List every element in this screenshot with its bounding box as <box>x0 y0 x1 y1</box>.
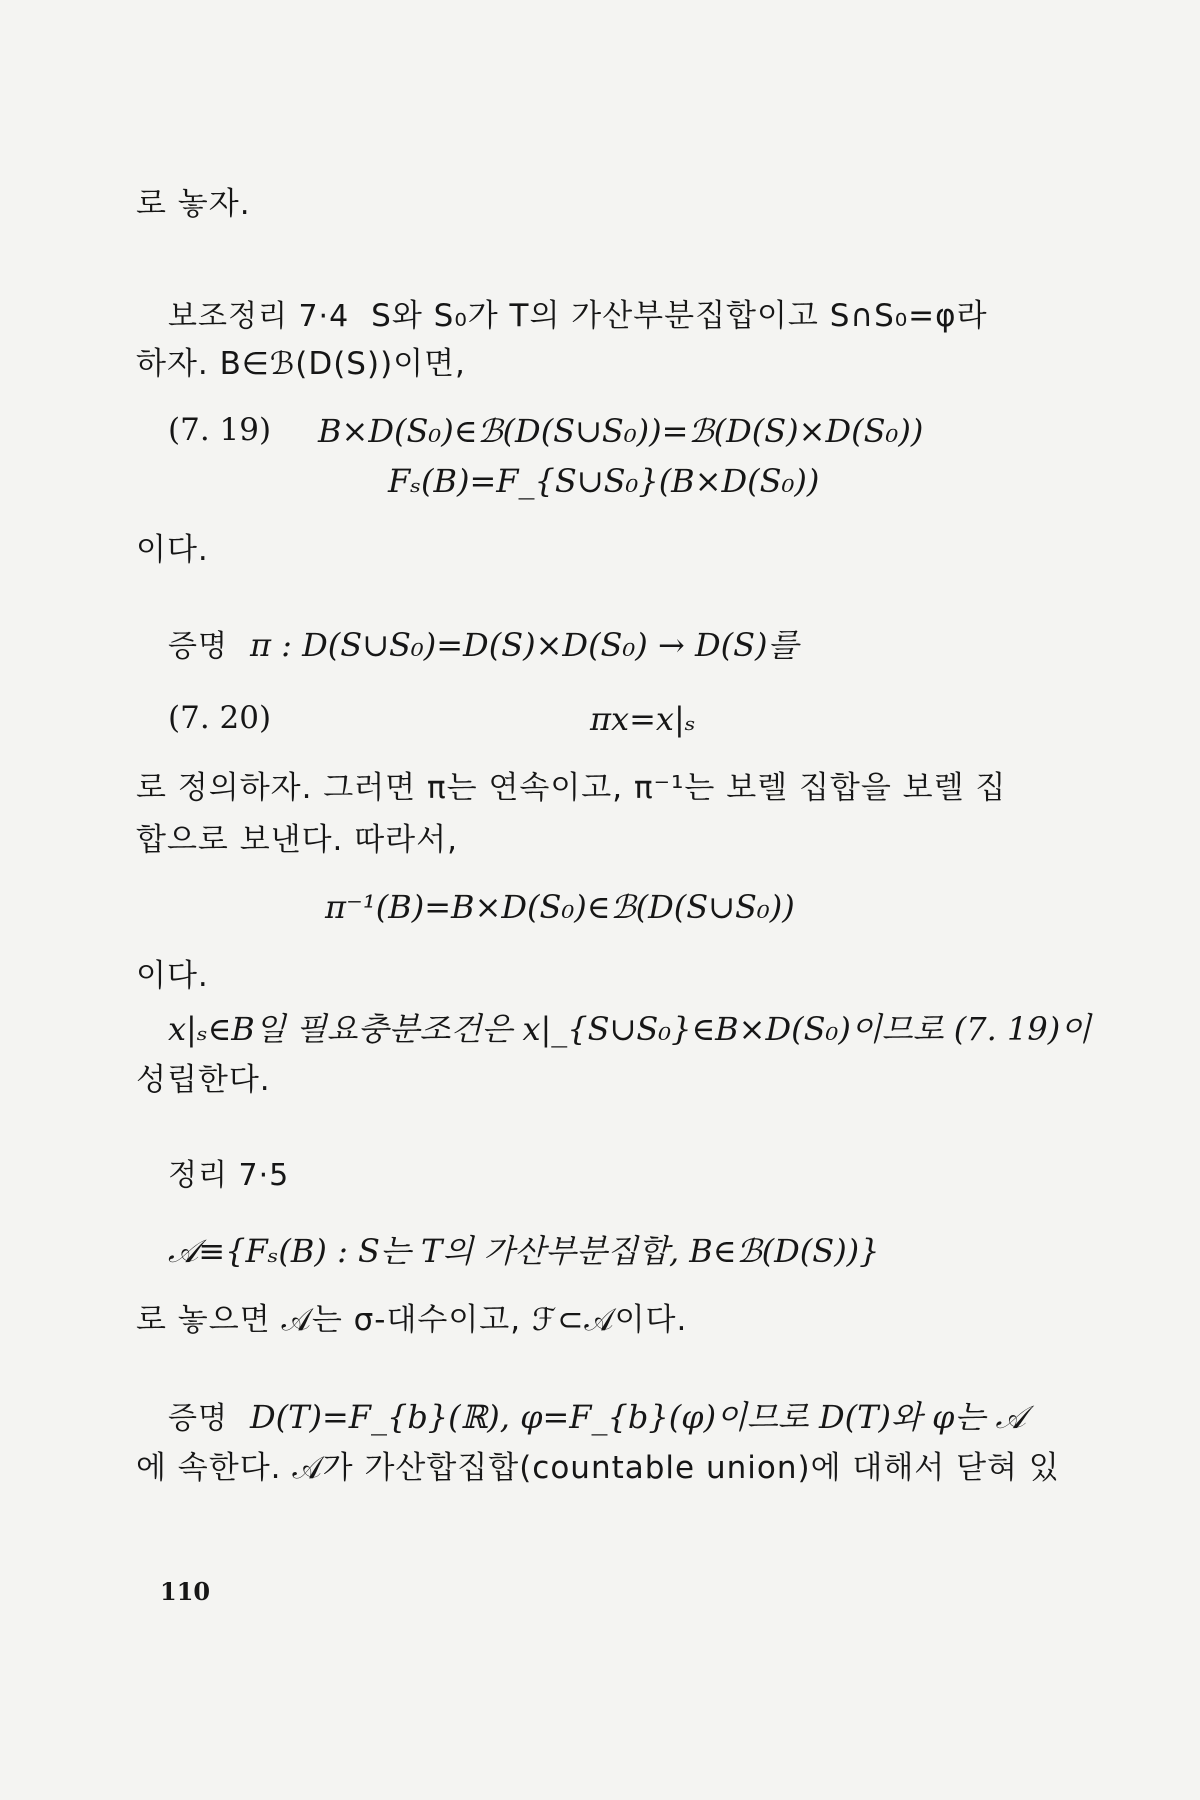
proof-2-line <box>168 1398 1026 1437</box>
theorem-label: 정리 7·5 <box>168 1158 290 1193</box>
equation-7-20: πx=x|ₛ <box>590 700 696 738</box>
text-line-11: 로 놓으면 𝒜는 σ-대수이고, ℱ⊂𝒜이다. <box>136 1302 688 1338</box>
proof-1-text: π : D(S∪S₀)=D(S)×D(S₀) → D(S)를 <box>249 626 799 664</box>
page-number: 110 <box>160 1577 211 1606</box>
proof-2-text: D(T)=F_{b}(ℝ), φ=F_{b}(φ)이므로 D(T)와 φ는 𝒜 <box>249 1398 1026 1436</box>
text-line-10: 성립한다. <box>136 1062 271 1098</box>
text-line-4: 이다. <box>136 532 209 568</box>
text-line-1: 로 놓자. <box>136 186 251 222</box>
lemma-statement-line <box>168 296 988 335</box>
proof-label-2: 증명 <box>168 1401 228 1436</box>
proof-1-line <box>168 626 798 665</box>
text-line-8: 이다. <box>136 958 209 994</box>
text-line-7: 합으로 보낸다. 따라서, <box>136 822 458 858</box>
text-line-13: 에 속한다. 𝒜가 가산합집합(countable union)에 대해서 닫혀 있 <box>136 1450 1060 1486</box>
equation-7-19-line-b: Fₛ(B)=F_{S∪S₀}(B×D(S₀)) <box>388 462 820 500</box>
equation-number-7-20: (7. 20) <box>168 700 272 736</box>
proof-label-1: 증명 <box>168 629 228 664</box>
text-line-3: 하자. B∈ℬ(D(S))이면, <box>136 346 466 382</box>
text-line-9: x|ₛ∈B일 필요충분조건은 x|_{S∪S₀}∈B×D(S₀)이므로 (7. 19)이 <box>168 1010 1092 1048</box>
lemma-text: S와 S₀가 T의 가산부분집합이고 S∩S₀=φ라 <box>371 298 988 334</box>
equation-number-7-19: (7. 19) <box>168 412 272 448</box>
equation-7-19-line-a: B×D(S₀)∈ℬ(D(S∪S₀))=ℬ(D(S)×D(S₀)) <box>318 412 924 450</box>
equation-pi-inverse: π⁻¹(B)=B×D(S₀)∈ℬ(D(S∪S₀)) <box>325 888 795 926</box>
equation-A-definition: 𝒜≡{Fₛ(B) : S는 T의 가산부분집합, B∈ℬ(D(S))} <box>168 1232 880 1270</box>
text-line-6: 로 정의하자. 그러면 π는 연속이고, π⁻¹는 보렐 집합을 보렐 집 <box>136 770 1007 806</box>
lemma-label: 보조정리 7·4 <box>168 299 350 334</box>
